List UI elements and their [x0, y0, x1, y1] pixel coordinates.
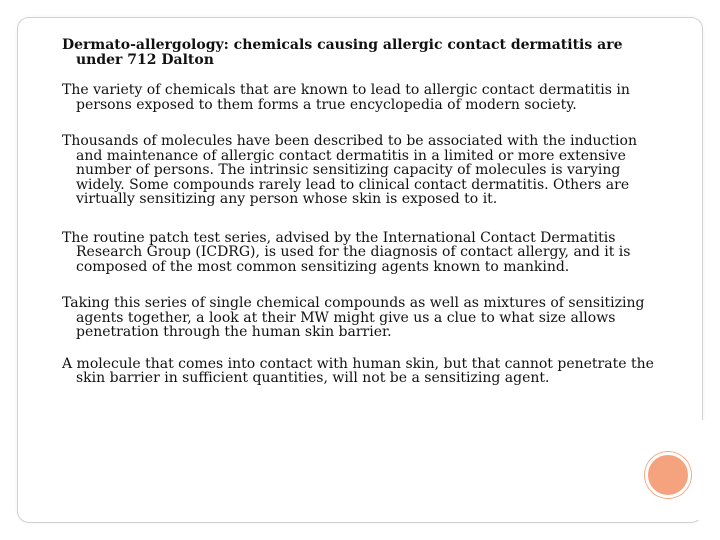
paragraph-molecular-weight: Taking this series of single chemical compounds as well as mixtures of sensitizing agents together, a look at their MW might give us a clue to what size allows penetration through the human skin barrier. — [62, 295, 645, 340]
slide-content — [62, 38, 662, 403]
slide-title: Dermato-allergology: chemicals causing allergic contact dermatitis are under 712 Dalton — [62, 37, 623, 68]
paragraph-thousands-molecules: Thousands of molecules have been described to be associated with the induction and maintenance of allergic contact dermatitis in a limited or more extensive number of persons. The intrinsic sensitizing capacity of molecules is varying widely. Some compounds rarely lead to clinical contact dermatitis. Others are virtually sensitizing any person whose skin is exposed to it. — [62, 133, 637, 207]
paragraph-skin-barrier: A molecule that comes into contact with human skin, but that cannot penetrate the skin barrier in sufficient quantities, will not be a sensitizing agent. — [62, 355, 654, 386]
decorative-orange-circle — [645, 452, 691, 498]
frame-gap — [698, 420, 708, 520]
paragraph-chemical-variety: The variety of chemicals that are known to lead to allergic contact dermatitis in persons exposed to them forms a true encyclopedia of modern society. — [62, 82, 630, 113]
paragraph-patch-test-series: The routine patch test series, advised by the International Contact Dermatitis Research Group (ICDRG), is used for the diagnosis of contact allergy, and it is composed of the most common sensitizing agents known to mankind. — [62, 229, 631, 275]
